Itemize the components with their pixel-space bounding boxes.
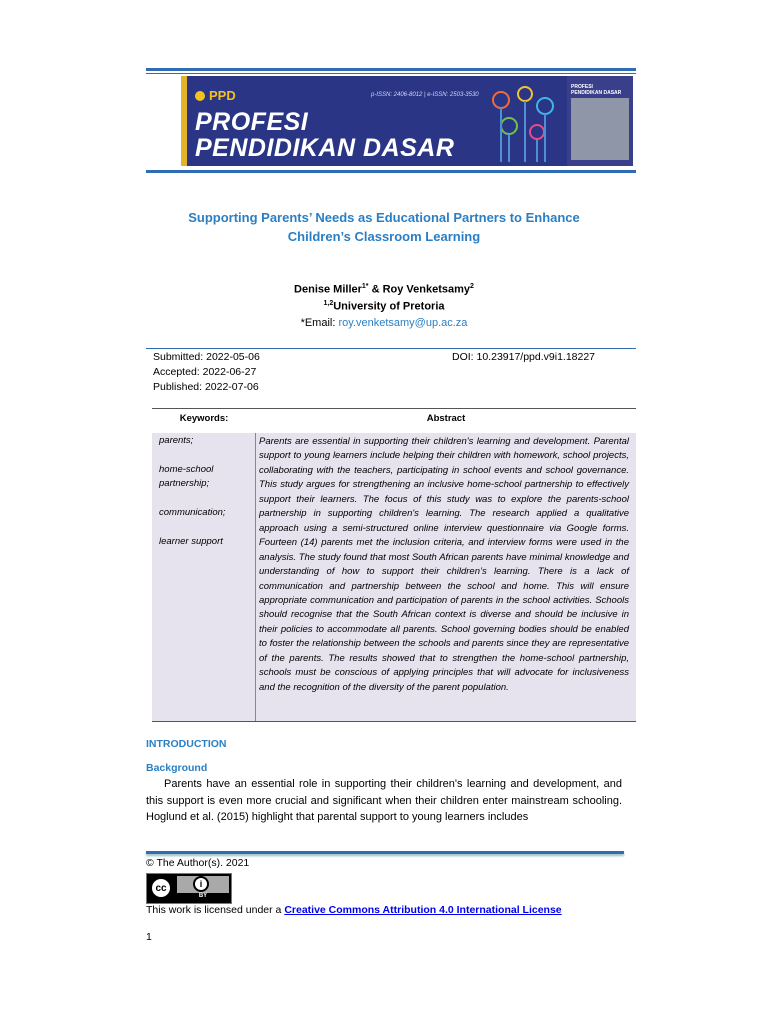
person-icon: i [193,876,209,892]
banner-gold-stripe [181,76,187,166]
table-header [152,408,636,434]
accepted-date: Accepted: 2022-06-27 [153,366,257,378]
abstract-text: Parents are essential in supporting their children's learning and development. Parental support to young learners include helping their children with homework, school projects, collaborating with the teachers, participating in school events and school governance. This study argues for strengthening an inclusive home-school partnership to effectively support their learners. The focus of this study was to explore the parents-school partnership in supporting children's learning. The research applied a qualitative approach using a semi-structured online interview questionnaire via Google forms. Fourteen (14) parents met the inclusion criteria, and interview forms were used in the analysis. The study found that most South African parents have minimal knowledge and understanding of how to support their children’s learning. There is a lack of communication and partnership between the school and home. This will ensure appropriate communication and participation of parents in the school activities. Schools should recognise that the South African context is diverse and should be inclusive in their policies to accommodate all parents. School governing bodies should be enabled to foster the relationship between the schools and parents since they are representative of the parents. The results showed that to strengthen the home-school partnership, schools must be conscious of applying principles that will advocate for inclusiveness and the recognition of the diversity of the parent population. [259,436,629,693]
column-divider [255,433,256,721]
license-link[interactable]: Creative Commons Attribution 4.0 International License [284,904,562,916]
doi: DOI: 10.23917/ppd.v9i1.18227 [452,351,596,363]
header-rule-top [146,68,636,71]
keyword-item: communication; [159,507,226,518]
abstract-header: Abstract [426,413,466,424]
section-heading: INTRODUCTION [146,738,227,750]
issn-text: p-ISSN: 2406-8012 | e-ISSN: 2503-3530 [371,92,479,98]
copyright: © The Author(s). 2021 [146,857,250,869]
ppd-logo-icon [195,91,205,101]
table-body [152,433,636,722]
journal-banner [181,76,633,166]
article-title: Supporting Parents’ Needs as Educational Partners to Enhance Children’s Classroom Learning [188,210,580,244]
published-date: Published: 2022-07-06 [153,381,259,393]
body-paragraph: Parents have an essential role in supporting their children's learning and development, and this support is even more crucial and significant when their children enter mainstream schooling. Hoglund et al. (2015) highlight that parental support to young learners includes [146,778,622,823]
page-number: 1 [146,931,152,943]
education-icons-graphic [481,82,561,162]
subsection-heading: Background [146,762,208,774]
publisher-logo: PPD [195,88,236,103]
journal-cover-thumbnail: PROFESI PENDIDIKAN DASAR [567,76,633,166]
author-line: Denise Miller$^{1*}$ & Roy Venketsamy$^2$ [294,283,474,296]
header-rule-bottom [146,170,636,173]
abstract-table [152,408,636,722]
keyword-item: partnership; [159,478,210,489]
cc-icon: cc [150,877,172,899]
affiliation: $^{1,2}$University of Pretoria [323,300,445,313]
journal-name-line1: PROFESI [195,108,309,136]
email-link[interactable]: roy.venketsamy@up.ac.za [338,317,468,329]
keyword-item: home-school [159,464,214,475]
cover-image [571,98,629,160]
license-line: This work is licensed under a Creative Commons Attribution 4.0 International License [146,904,562,916]
keyword-item: learner support [159,536,223,547]
keyword-item: parents; [159,435,194,446]
cc-by-badge[interactable] [146,873,232,904]
submitted-date: Submitted: 2022-05-06 [153,351,260,363]
meta-rule [146,348,636,349]
journal-name-line2: PENDIDIKAN DASAR [195,134,455,162]
email-line: *Email: roy.venketsamy@up.ac.za [300,317,468,329]
keywords-header: Keywords: [179,413,229,424]
header-rule-mid [146,73,636,74]
by-label: BY [198,893,208,899]
footer-rule [146,851,624,854]
